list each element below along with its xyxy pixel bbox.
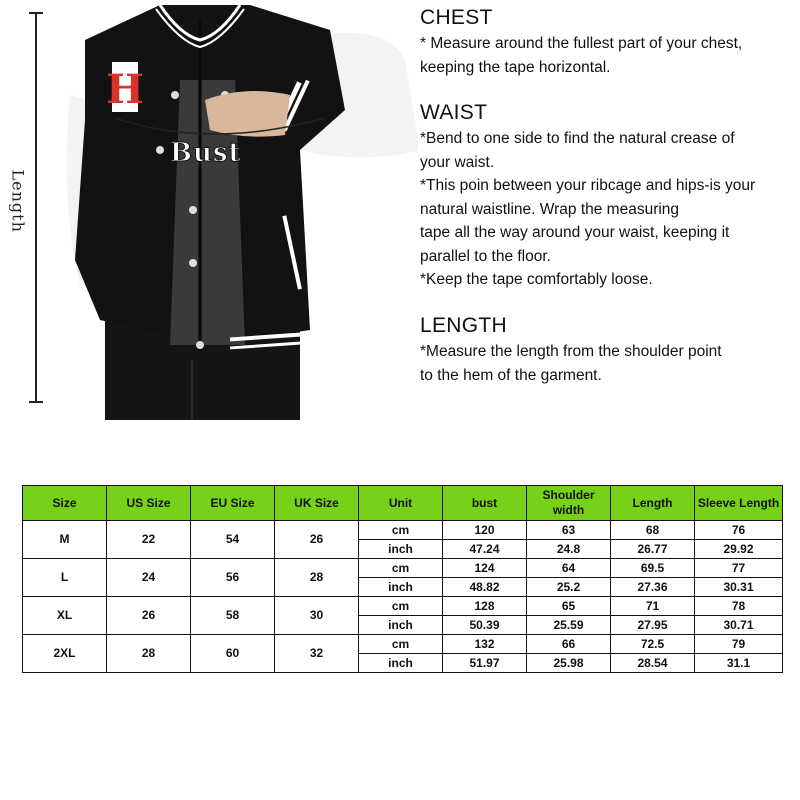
cell-us-size: 26 (107, 597, 191, 635)
length-measure-cap-top (29, 12, 43, 14)
cell-sleeve: 79 (695, 635, 783, 654)
cell-unit: cm (359, 521, 443, 540)
chest-section (420, 6, 795, 79)
cell-sleeve: 78 (695, 597, 783, 616)
cell-sleeve: 30.31 (695, 578, 783, 597)
svg-text:H: H (106, 66, 144, 113)
header-uk-size: UK Size (275, 486, 359, 521)
header-unit: Unit (359, 486, 443, 521)
cell-unit: cm (359, 559, 443, 578)
cell-size: XL (23, 597, 107, 635)
product-photo (0, 0, 420, 420)
table-row (23, 559, 783, 578)
length-measure-cap-bottom (29, 401, 43, 403)
cell-unit: inch (359, 616, 443, 635)
length-measure-label: Length (8, 169, 28, 233)
size-chart-table (22, 485, 783, 673)
cell-sleeve: 29.92 (695, 540, 783, 559)
header-length: Length (611, 486, 695, 521)
cell-bust: 51.97 (443, 654, 527, 673)
cell-bust: 48.82 (443, 578, 527, 597)
table-row (23, 597, 783, 616)
measurement-instructions (418, 0, 800, 420)
cell-uk-size: 32 (275, 635, 359, 673)
cell-uk-size: 26 (275, 521, 359, 559)
cell-unit: inch (359, 654, 443, 673)
length-text: *Measure the length from the shoulder point to the hem of the garment. (420, 343, 722, 384)
cell-sleeve: 76 (695, 521, 783, 540)
cell-length: 71 (611, 597, 695, 616)
cell-shoulder: 24.8 (527, 540, 611, 559)
cell-eu-size: 54 (191, 521, 275, 559)
chest-text: * Measure around the fullest part of your chest, keeping the tape horizontal. (420, 35, 743, 76)
length-title: LENGTH (420, 314, 507, 337)
cell-length: 68 (611, 521, 695, 540)
cell-shoulder: 25.98 (527, 654, 611, 673)
header-bust: bust (443, 486, 527, 521)
cell-sleeve: 77 (695, 559, 783, 578)
jacket-letter-patch (106, 62, 144, 113)
cell-us-size: 24 (107, 559, 191, 597)
cell-length: 28.54 (611, 654, 695, 673)
table-row (23, 635, 783, 654)
cell-eu-size: 58 (191, 597, 275, 635)
cell-shoulder: 63 (527, 521, 611, 540)
cell-uk-size: 28 (275, 559, 359, 597)
cell-shoulder: 66 (527, 635, 611, 654)
cell-unit: cm (359, 635, 443, 654)
cell-unit: inch (359, 540, 443, 559)
cell-shoulder: 65 (527, 597, 611, 616)
waist-text: *Bend to one side to find the natural crease of your waist. *This poin between your ribcage and hips-is your natural waistline. Wrap the measuring tape all the way around your waist, keeping it parallel to the floor. *Keep the tape comfortably loose. (420, 130, 756, 288)
cell-shoulder: 25.59 (527, 616, 611, 635)
chest-title: CHEST (420, 6, 493, 29)
cell-length: 27.95 (611, 616, 695, 635)
cell-bust: 120 (443, 521, 527, 540)
hand (205, 91, 290, 137)
cell-size: M (23, 521, 107, 559)
header-eu-size: EU Size (191, 486, 275, 521)
cell-shoulder: 25.2 (527, 578, 611, 597)
length-measure-line (35, 12, 37, 402)
cell-eu-size: 56 (191, 559, 275, 597)
cell-bust: 47.24 (443, 540, 527, 559)
cell-shoulder: 64 (527, 559, 611, 578)
cell-bust: 128 (443, 597, 527, 616)
header-sleeve-length: Sleeve Length (695, 486, 783, 521)
cell-bust: 132 (443, 635, 527, 654)
table-row (23, 521, 783, 540)
cell-us-size: 22 (107, 521, 191, 559)
cell-sleeve: 31.1 (695, 654, 783, 673)
waist-section (420, 101, 795, 292)
cell-length: 27.36 (611, 578, 695, 597)
cell-length: 26.77 (611, 540, 695, 559)
cell-unit: cm (359, 597, 443, 616)
header-size: Size (23, 486, 107, 521)
cell-bust: 50.39 (443, 616, 527, 635)
table-header-row (23, 486, 783, 521)
length-section (420, 314, 795, 387)
header-us-size: US Size (107, 486, 191, 521)
cell-eu-size: 60 (191, 635, 275, 673)
cell-sleeve: 30.71 (695, 616, 783, 635)
waist-title: WAIST (420, 101, 488, 124)
cell-length: 69.5 (611, 559, 695, 578)
cell-size: L (23, 559, 107, 597)
bust-measure-label: Bust (170, 138, 242, 168)
cell-length: 72.5 (611, 635, 695, 654)
cell-unit: inch (359, 578, 443, 597)
jacket-illustration (60, 0, 420, 420)
header-shoulder-width: Shoulder width (527, 486, 611, 521)
cell-uk-size: 30 (275, 597, 359, 635)
cell-bust: 124 (443, 559, 527, 578)
cell-size: 2XL (23, 635, 107, 673)
cell-us-size: 28 (107, 635, 191, 673)
